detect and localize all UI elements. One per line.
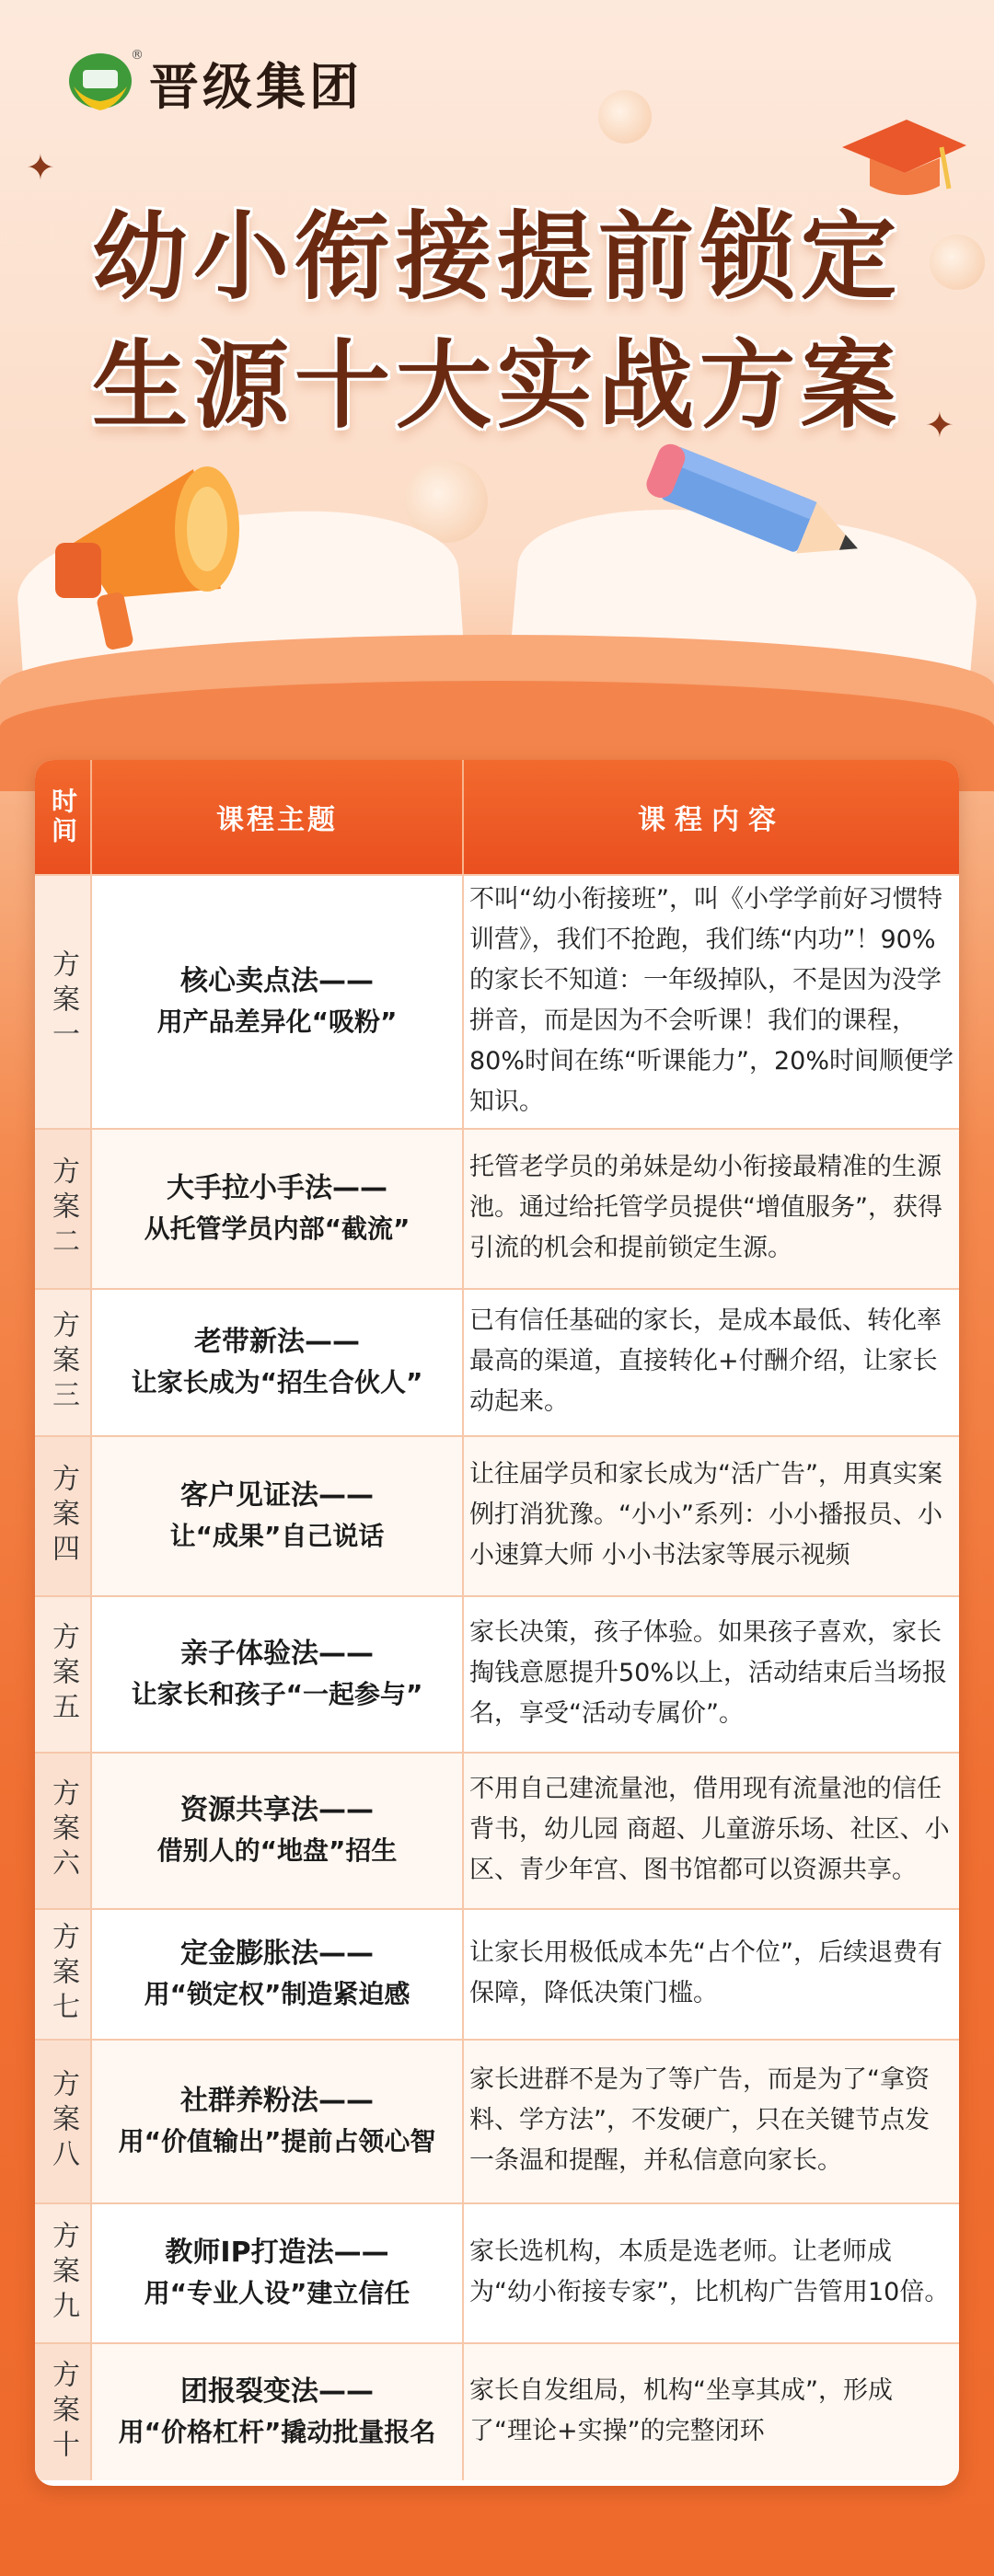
row-topic <box>92 2204 464 2342</box>
topic-subtitle: 让家长和孩子“一起参与” <box>131 1679 423 1709</box>
header-time-label: 时间 <box>48 788 78 846</box>
registered-mark: ® <box>131 48 144 63</box>
topic-subtitle: 用“价格杠杆”撬动批量报名 <box>118 2417 436 2447</box>
topic-title: 团报裂变法—— <box>180 2375 374 2408</box>
topic-title: 亲子体验法—— <box>180 1638 374 1670</box>
table-row <box>35 874 959 1128</box>
row-topic <box>92 1130 464 1288</box>
topic-title: 定金膨胀法—— <box>180 1938 374 1970</box>
table-row <box>35 1908 959 2039</box>
row-topic <box>92 1754 464 1908</box>
topic-subtitle: 用“专业人设”建立信任 <box>144 2278 410 2308</box>
topic-subtitle: 借别人的“地盘”招生 <box>156 1835 398 1866</box>
row-label: 方案八 <box>35 2041 92 2202</box>
row-content: 不叫“幼小衔接班”，叫《小学学前好习惯特训营》，我们不抢跑，我们练“内功”！90%的家长不知道：一年级掉队，不是因为没学拼音，而是因为不会听课！我们的课程，80%时间在练“听课能力”，20%时间顺便学知识。 <box>469 885 954 1116</box>
topic-title: 教师IP打造法—— <box>165 2237 389 2269</box>
row-topic <box>92 1597 464 1752</box>
table-row <box>35 2039 959 2202</box>
row-label: 方案三 <box>35 1290 92 1435</box>
header-content <box>464 760 959 874</box>
row-label: 方案七 <box>35 1910 92 2039</box>
table-row <box>35 1128 959 1288</box>
row-content: 家长自发组局，机构“坐享其成”，形成了“理论+实操”的完整闭环 <box>469 2376 893 2445</box>
row-label: 方案一 <box>35 876 92 1128</box>
table-row <box>35 2342 959 2480</box>
row-label: 方案四 <box>35 1437 92 1595</box>
sparkle-icon: ✦ <box>26 147 55 188</box>
header-time <box>35 760 92 874</box>
row-content: 托管老学员的弟妹是幼小衔接最精准的生源池。通过给托管学员提供“增值服务”，获得引流的机会和提前锁定生源。 <box>469 1153 942 1262</box>
headline-line-2: 生源十大实战方案 <box>91 329 902 442</box>
sparkle-icon: ✦ <box>925 405 954 445</box>
headline-line-1: 幼小衔接提前锁定 <box>91 201 902 313</box>
topic-subtitle: 用“价值输出”提前占领心智 <box>118 2126 436 2156</box>
row-topic <box>92 2344 464 2480</box>
row-topic <box>92 876 464 1128</box>
header-topic-label: 课程主题 <box>216 804 338 836</box>
row-content: 家长进群不是为了等广告，而是为了“拿资料、学方法”，不发硬广，只在关键节点发一条温和提醒，并私信意向家长。 <box>469 2065 930 2175</box>
table-row <box>35 1288 959 1435</box>
header-content-label: 课程内容 <box>638 804 785 836</box>
row-topic <box>92 1910 464 2039</box>
topic-title: 资源共享法—— <box>180 1794 374 1826</box>
row-topic <box>92 2041 464 2202</box>
row-content: 家长决策，孩子体验。如果孩子喜欢，家长掏钱意愿提升50%以上，活动结束后当场报名，享受“活动专属价”。 <box>469 1618 948 1728</box>
topic-subtitle: 让“成果”自己说话 <box>169 1521 385 1551</box>
coin-icon <box>598 90 652 144</box>
row-label: 方案十 <box>35 2344 92 2480</box>
header-topic <box>92 760 464 874</box>
row-topic <box>92 1437 464 1595</box>
topic-subtitle: 用“锁定权”制造紧迫感 <box>144 1979 410 2009</box>
row-topic <box>92 1290 464 1435</box>
topic-title: 大手拉小手法—— <box>167 1172 387 1204</box>
row-content: 家长选机构，本质是选老师。让老师成为“幼小衔接专家”，比机构广告管用10倍。 <box>469 2237 950 2306</box>
pencil-icon <box>644 432 884 592</box>
table-row <box>35 1595 959 1752</box>
table-row <box>35 2202 959 2342</box>
row-content: 不用自己建流量池，借用现有流量池的信任背书，幼儿园 商超、儿童游乐场、社区、小区、青少年宫、图书馆都可以资源共享。 <box>469 1775 950 1884</box>
table-row <box>35 1752 959 1908</box>
topic-title: 老带新法—— <box>194 1326 360 1358</box>
topic-title: 社群养粉法—— <box>180 2085 374 2117</box>
logo-mark-icon <box>64 52 136 116</box>
row-label: 方案九 <box>35 2204 92 2342</box>
row-label: 方案五 <box>35 1597 92 1752</box>
row-label: 方案二 <box>35 1130 92 1288</box>
topic-title: 客户见证法—— <box>180 1479 374 1512</box>
row-content: 让往届学员和家长成为“活广告”，用真实案例打消犹豫。“小小”系列：小小播报员、小小速算大师 小小书法家等展示视频 <box>469 1460 942 1570</box>
brand-logo <box>64 48 363 119</box>
topic-subtitle: 从托管学员内部“截流” <box>144 1213 410 1244</box>
row-label: 方案六 <box>35 1754 92 1908</box>
topic-title: 核心卖点法—— <box>180 965 374 997</box>
table-header <box>35 760 959 874</box>
brand-name: 晋级集团 <box>149 58 363 116</box>
row-content: 已有信任基础的家长，是成本最低、转化率最高的渠道，直接转化+付酬介绍，让家长动起来。 <box>469 1306 942 1416</box>
topic-subtitle: 让家长成为“招生合伙人” <box>131 1367 423 1397</box>
megaphone-icon <box>37 442 248 666</box>
topic-subtitle: 用产品差异化“吸粉” <box>156 1006 398 1037</box>
table-row <box>35 1435 959 1595</box>
row-content: 让家长用极低成本先“占个位”，后续退费有保障，降低决策门槛。 <box>469 1938 942 2007</box>
plan-table <box>35 760 959 2486</box>
